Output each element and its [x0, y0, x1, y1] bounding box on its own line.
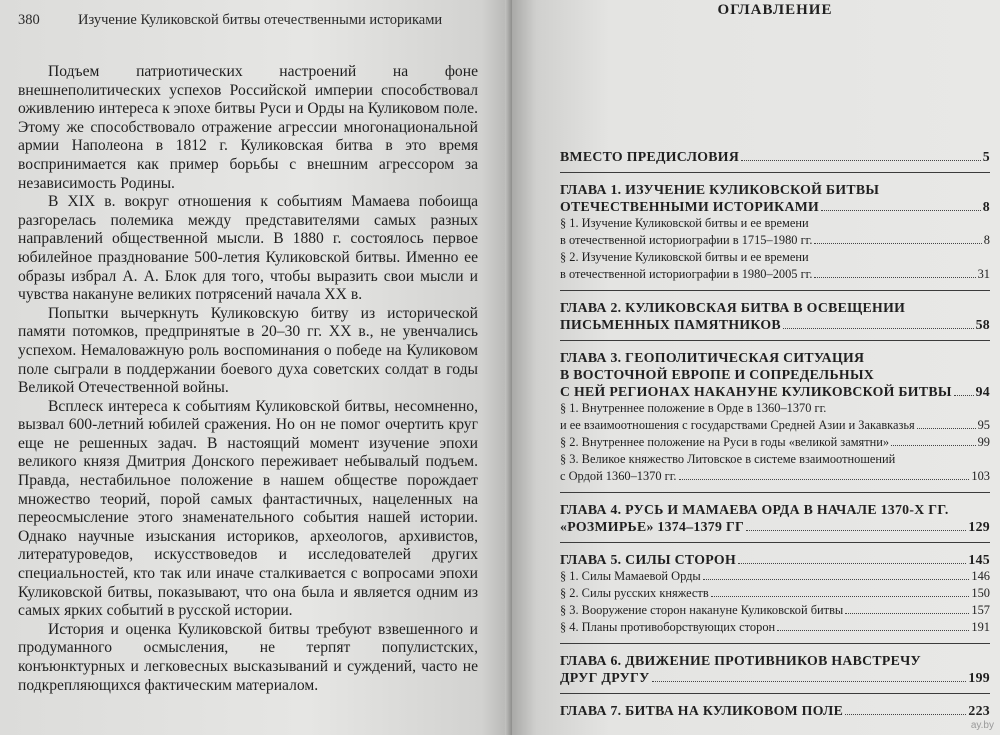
- toc-entry-text: § 1. Изучение Куликовской битвы и ее времени: [560, 216, 809, 230]
- paragraph: В XIX в. вокруг отношения к событиям Мамаева побоища разгорелась полемика между представителями самых разных направлений общественной мысли. В 1880 г. состоялось первое юбилейное празднование 500-летия Куликовской битвы. Именно ее образы избрал А. А. Блок для того, чтобы выразить свои мысли и чувства накануне великих потрясений начала XX в.: [18, 193, 478, 304]
- toc-leader-dots: [891, 445, 975, 446]
- toc-leader-dots: [814, 243, 981, 244]
- toc-entry-text: ПИСЬМЕННЫХ ПАМЯТНИКОВ: [560, 317, 781, 332]
- table-of-contents: [560, 148, 990, 719]
- paragraph: История и оценка Куликовской битвы требуют взвешенного и продуманного осмысления, не терпят популистских, конъюнктурных и легковесных высказываний и суждений, часто не подкрепляющихся фактическим материалом.: [18, 620, 478, 694]
- toc-line: [560, 501, 990, 518]
- toc-page-number: 129: [968, 519, 990, 534]
- toc-line: [560, 232, 990, 249]
- paragraph: Всплеск интереса к событиям Куликовской битвы, несомненно, вызвал 600-летний юбилей сражения. Но он не помог очертить круг еще не решенных задач. В настоящий момент изучение эпохи великого князя Дмитрия Донского переживает небывалый подъем. Правда, нестабильное положение в нашем обществе порождает множество теорий, порой самых фантастичных, нацеленных на переосмысление этого знаменательного события нашей истории. Однако научные изыскания историков, археологов, архивистов, литературоведов, искусствоведов и исследователей других специальностей, кто так или иначе сталкивается с вопросами эпохи Куликовской битвы, показывают, что она была и является одним из самых ярких событий в русской истории.: [18, 397, 478, 620]
- toc-entry-text: ГЛАВА 3. ГЕОПОЛИТИЧЕСКАЯ СИТУАЦИЯ: [560, 350, 865, 365]
- toc-entry-text: § 1. Внутреннее положение в Орде в 1360–1370 гг.: [560, 401, 827, 415]
- toc-entry-text: в отечественной историографии в 1980–2005 гг.: [560, 267, 813, 281]
- body-text: [18, 63, 478, 695]
- toc-divider: [560, 290, 990, 291]
- page-number: 380: [18, 12, 40, 28]
- toc-leader-dots: [679, 479, 970, 480]
- running-head-title: Изучение Куликовской битвы отечественными историками: [78, 12, 443, 28]
- toc-line: [560, 602, 990, 619]
- toc-line: [560, 518, 990, 535]
- toc-page-number: 146: [971, 569, 990, 583]
- toc-leader-dots: [783, 328, 974, 329]
- toc-entry-text: § 2. Внутреннее положение на Руси в годы «великой замятни»: [560, 435, 890, 449]
- toc-leader-dots: [711, 596, 970, 597]
- toc-leader-dots: [845, 714, 966, 715]
- toc-entry-text: ГЛАВА 4. РУСЬ И МАМАЕВА ОРДА В НАЧАЛЕ 1370-Х ГГ.: [560, 502, 949, 517]
- toc-page-number: 94: [975, 384, 990, 399]
- toc-entry-text: и ее взаимоотношения с государствами Средней Азии и Закавказья: [560, 418, 915, 432]
- toc-entry-text: В ВОСТОЧНОЙ ЕВРОПЕ И СОПРЕДЕЛЬНЫХ: [560, 367, 875, 382]
- toc-page-number: 223: [968, 703, 990, 718]
- toc-line: [560, 585, 990, 602]
- toc-entry-text: § 2. Изучение Куликовской битвы и ее времени: [560, 250, 809, 264]
- toc-line: [560, 198, 990, 215]
- toc-line: [560, 669, 990, 686]
- toc-line: [560, 568, 990, 585]
- toc-page-number: 8: [982, 199, 990, 214]
- toc-title: ОГЛАВЛЕНИЕ: [717, 2, 833, 18]
- toc-line: [560, 148, 990, 165]
- toc-entry-text: ГЛАВА 5. СИЛЫ СТОРОН: [560, 552, 736, 567]
- toc-page-number: 191: [971, 620, 990, 634]
- toc-divider: [560, 693, 990, 694]
- toc-chapter: [560, 551, 990, 636]
- toc-leader-dots: [845, 613, 969, 614]
- toc-entry-text: ОТЕЧЕСТВЕННЫМИ ИСТОРИКАМИ: [560, 199, 820, 214]
- toc-line: [560, 400, 990, 417]
- toc-page-number: 157: [971, 603, 990, 617]
- right-page: [512, 0, 1000, 735]
- toc-entry-text: § 1. Силы Мамаевой Орды: [560, 569, 701, 583]
- toc-line: [560, 417, 990, 434]
- toc-divider: [560, 492, 990, 493]
- toc-chapter: [560, 349, 990, 485]
- toc-leader-dots: [821, 210, 981, 211]
- toc-chapter: [560, 702, 990, 719]
- toc-line: [560, 215, 990, 232]
- toc-leader-dots: [741, 160, 981, 161]
- toc-divider: [560, 643, 990, 644]
- toc-page-number: 31: [977, 267, 990, 281]
- toc-page-number: 5: [982, 149, 990, 164]
- toc-line: [560, 383, 990, 400]
- toc-page-number: 199: [968, 670, 990, 685]
- toc-entry-text: «РОЗМИРЬЕ» 1374–1379 ГГ: [560, 519, 745, 534]
- toc-entry-text: ГЛАВА 2. КУЛИКОВСКАЯ БИТВА В ОСВЕЩЕНИИ: [560, 300, 906, 315]
- running-head: [18, 12, 478, 29]
- toc-leader-dots: [954, 395, 974, 396]
- toc-leader-dots: [777, 630, 969, 631]
- toc-entry-text: С НЕЙ РЕГИОНАХ НАКАНУНЕ КУЛИКОВСКОЙ БИТВЫ: [560, 384, 952, 399]
- toc-line: [560, 619, 990, 636]
- toc-entry-text: с Ордой 1360–1370 гг.: [560, 469, 677, 483]
- toc-divider: [560, 542, 990, 543]
- toc-chapter: [560, 299, 990, 333]
- toc-chapter: [560, 652, 990, 686]
- toc-chapter: [560, 148, 990, 165]
- toc-entry-text: § 3. Вооружение сторон накануне Куликовской битвы: [560, 603, 844, 617]
- toc-chapter: [560, 181, 990, 283]
- paragraph: Попытки вычеркнуть Куликовскую битву из исторической памяти потомков, предпринятые в 20–30 гг. XX в., не увенчались успехом. Немаловажную роль воспоминания о победе на Куликовом поле сыграли в поддержании боевого духа советских солдат в годы Великой Отечественной войны.: [18, 304, 478, 397]
- toc-page-number: 145: [968, 552, 990, 567]
- toc-line: [560, 249, 990, 266]
- toc-leader-dots: [738, 563, 966, 564]
- toc-page-number: 99: [977, 435, 990, 449]
- toc-page-number: 8: [983, 233, 990, 247]
- toc-entry-text: § 4. Планы противоборствующих сторон: [560, 620, 776, 634]
- toc-leader-dots: [814, 277, 975, 278]
- toc-entry-text: ГЛАВА 7. БИТВА НА КУЛИКОВОМ ПОЛЕ: [560, 703, 844, 718]
- toc-line: [560, 451, 990, 468]
- toc-leader-dots: [917, 428, 976, 429]
- toc-line: [560, 349, 990, 366]
- toc-line: [560, 366, 990, 383]
- toc-page-number: 103: [971, 469, 990, 483]
- toc-leader-dots: [652, 681, 967, 682]
- toc-line: [560, 551, 990, 568]
- toc-entry-text: § 3. Великое княжество Литовское в системе взаимоотношений: [560, 452, 896, 466]
- toc-leader-dots: [746, 530, 966, 531]
- toc-line: [560, 299, 990, 316]
- paragraph: Подъем патриотических настроений на фоне внешнеполитических успехов Российской империи способствовал оживлению интереса к эпохе битвы Руси и Орды на Куликовом поле. Этому же способствовало отражение агрессии многонациональной армии Наполеона в 1812 г. Куликовская битва в это время воспринимается как пример борьбы с внешним агрессором за независимость Родины.: [18, 63, 478, 192]
- toc-entry-text: ГЛАВА 1. ИЗУЧЕНИЕ КУЛИКОВСКОЙ БИТВЫ: [560, 182, 880, 197]
- toc-entry-text: § 2. Силы русских княжеств: [560, 586, 709, 600]
- toc-entry-text: ГЛАВА 6. ДВИЖЕНИЕ ПРОТИВНИКОВ НАВСТРЕЧУ: [560, 653, 921, 668]
- toc-line: [560, 316, 990, 333]
- toc-entry-text: ДРУГ ДРУГУ: [560, 670, 650, 685]
- toc-line: [560, 468, 990, 485]
- watermark: ay.by: [970, 720, 994, 731]
- toc-line: [560, 266, 990, 283]
- toc-entry-text: в отечественной историографии в 1715–1980 гг.: [560, 233, 813, 247]
- toc-line: [560, 181, 990, 198]
- toc-entry-text: ВМЕСТО ПРЕДИСЛОВИЯ: [560, 149, 740, 164]
- toc-line: [560, 702, 990, 719]
- toc-page-number: 95: [977, 418, 990, 432]
- toc-divider: [560, 172, 990, 173]
- toc-divider: [560, 340, 990, 341]
- toc-page-number: 58: [975, 317, 990, 332]
- toc-line: [560, 652, 990, 669]
- toc-leader-dots: [703, 579, 970, 580]
- toc-page-number: 150: [971, 586, 990, 600]
- toc-chapter: [560, 501, 990, 535]
- toc-line: [560, 434, 990, 451]
